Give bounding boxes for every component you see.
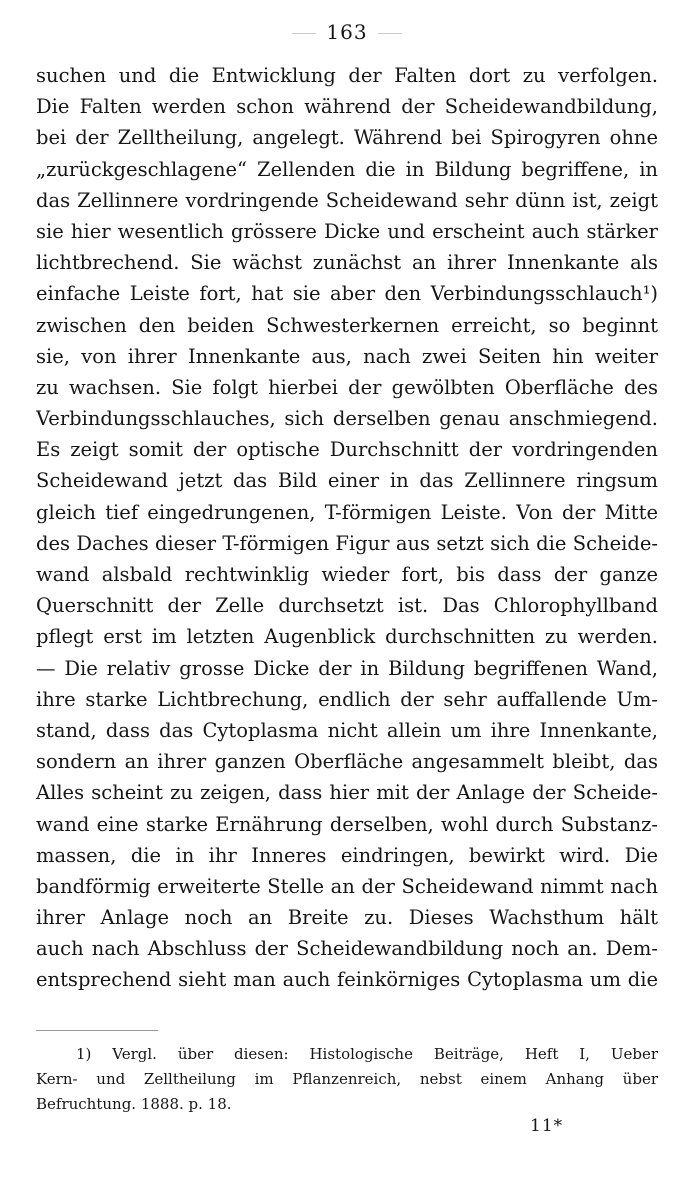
- text-line: Querschnitt der Zelle durchsetzt ist. Das Chlorophyllband: [36, 594, 658, 618]
- text-line: ihrer Anlage noch an Breite zu. Dieses Wachsthum hält: [36, 906, 658, 930]
- text-line: suchen und die Entwicklung der Falten dort zu verfolgen.: [36, 64, 658, 87]
- text-line: des Daches dieser T-förmigen Figur aus setzt sich die Scheide-: [36, 531, 658, 555]
- text-line: pflegt erst im letzten Augenblick durchschnitten zu werden.: [36, 625, 658, 649]
- text-line: — Die relativ grosse Dicke der in Bildung begriffenen Wand,: [36, 656, 658, 680]
- text-line: massen, die in ihr Inneres eindringen, bewirkt wird. Die: [36, 843, 658, 867]
- page-number: 163: [326, 20, 368, 44]
- text-line: bandförmig erweiterte Stelle an der Scheidewand nimmt nach: [36, 874, 658, 898]
- text-line: wand eine starke Ernährung derselben, wohl durch Substanz-: [36, 812, 658, 836]
- text-line: das Zellinnere vordringende Scheidewand sehr dünn ist, zeigt: [36, 188, 658, 212]
- text-line: bei der Zelltheilung, angelegt. Während bei Spirogyren ohne: [36, 126, 658, 150]
- body-text: [36, 60, 658, 996]
- text-line: „zurückgeschlagene“ Zellenden die in Bildung begriffene, in: [36, 157, 658, 181]
- text-line: ihre starke Lichtbrechung, endlich der sehr auffallende Um-: [36, 687, 658, 711]
- text-line: gleich tief eingedrungenen, T-förmigen Leiste. Von der Mitte: [36, 500, 658, 524]
- text-line: stand, dass das Cytoplasma nicht allein um ihre Innenkante,: [36, 718, 658, 742]
- footnote-line: Kern- und Zelltheilung im Pflanzenreich, nebst einem Anhang über: [36, 1070, 658, 1088]
- footnotes: [36, 1042, 658, 1117]
- text-line: Scheidewand jetzt das Bild einer in das Zellinnere ringsum: [36, 469, 658, 493]
- text-line: sie hier wesentlich grössere Dicke und erscheint auch stärker: [36, 219, 658, 243]
- page-header: [0, 20, 694, 44]
- text-line: sondern an ihrer ganzen Oberfläche angesammelt bleibt, das: [36, 750, 658, 774]
- text-line: Die Falten werden schon während der Scheidewandbildung,: [36, 95, 658, 119]
- header-rule-left: [292, 33, 316, 34]
- header-rule-right: [378, 33, 402, 34]
- footnote-divider: [36, 1030, 158, 1031]
- text-line: Es zeigt somit der optische Durchschnitt der vordringenden: [36, 438, 658, 462]
- text-line: Alles scheint zu zeigen, dass hier mit der Anlage der Scheide-: [36, 781, 658, 805]
- footnote-line: 1) Vergl. über diesen: Histologische Beiträge, Heft I, Ueber: [76, 1045, 658, 1063]
- text-line: zu wachsen. Sie folgt hierbei der gewölbten Oberfläche des: [36, 375, 658, 399]
- text-line: zwischen den beiden Schwesterkernen erreicht, so beginnt: [36, 313, 658, 337]
- text-line: Verbindungsschlauches, sich derselben genau anschmiegend.: [36, 407, 658, 431]
- text-line: auch nach Abschluss der Scheidewandbildung noch an. Dem-: [36, 937, 658, 961]
- text-line: lichtbrechend. Sie wächst zunächst an ihrer Innenkante als: [36, 251, 658, 275]
- text-line: wand alsbald rechtwinklig wieder fort, bis dass der ganze: [36, 563, 658, 586]
- footnote-line: Befruchtung. 1888. p. 18.: [36, 1095, 232, 1113]
- text-line: einfache Leiste fort, hat sie aber den Verbindungsschlauch¹): [36, 282, 658, 306]
- signature-mark: 11*: [530, 1116, 564, 1136]
- text-line: entsprechend sieht man auch feinkörniges Cytoplasma um die: [36, 968, 658, 992]
- text-line: sie, von ihrer Innenkante aus, nach zwei Seiten hin weiter: [36, 344, 658, 368]
